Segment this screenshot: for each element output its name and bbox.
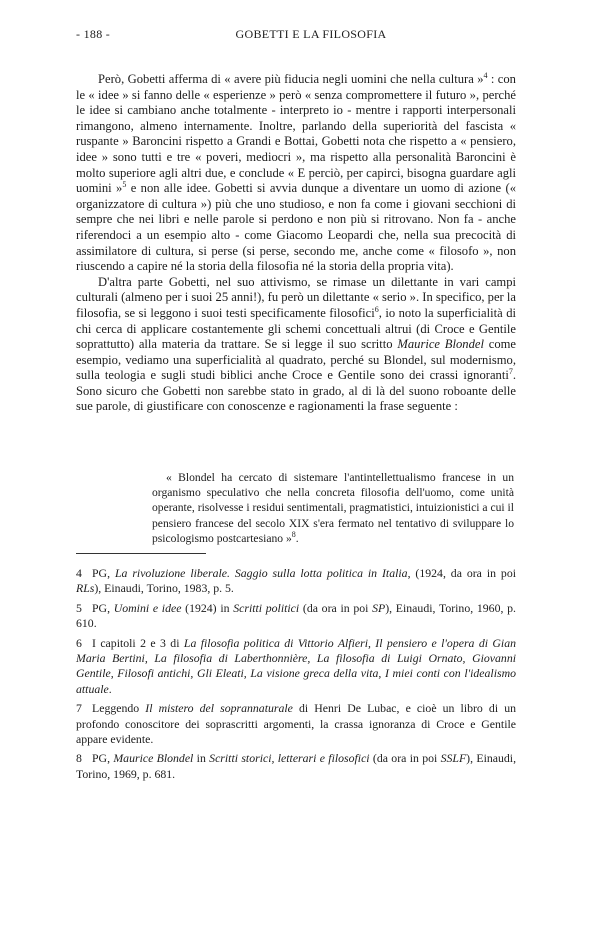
block-quote: « Blondel ha cercato di sistemare l'antintellettualismo francese in un organismo speculativo che nella concreta filosofia dell'uomo, come unità operante, risolvesse i residui sentimentali, pragmatistici, intuizionistici a cui il pensiero francese del secolo XIX s'era fermato nel tentativo di sviluppare lo psicologismo postcartesiano »$^8$. <box>152 471 514 545</box>
footnote-5: 5 PG, Uomini e idee (1924) in Scritti politici (da ora in poi SP), Einaudi, Torino, 1960, p. 610. <box>76 600 516 631</box>
footnote-ref-7[interactable]: 7 <box>508 367 513 377</box>
footnotes <box>76 566 516 786</box>
footnote-ref-4[interactable]: 4 <box>483 71 488 80</box>
footnote-ref-6[interactable]: 6 <box>374 304 379 314</box>
paragraph-2: D'altra parte Gobetti, nel suo attivismo, se rimase un dilettante in vari campi culturali (almeno per i suoi 25 anni!), fu però un dilettante « serio ». In specifico, per la filosofia, se si leggono i suoi testi specificamente filosofici$^6$, io noto la superficialità di chi cerca di applicare costantemente gli schemi concettuali altrui (di Croce e Gentile soprattutto) alla materia da trattare. Se si legge il suo scritto Maurice Blondel come esempio, vediamo una superficialità al quadrato, perché su Blondel, sul modernismo, sulla teologia e sugli studi biblici anche Croce e Gentile sono dei crassi ignoranti$^7$. Sono sicuro che Gobetti non sarebbe stato in grado, al di là del suono roboante delle sue parole, di giustificare con conoscenze e ragionamenti la frase seguente : <box>76 274 517 414</box>
footnote-8: 8 PG, Maurice Blondel in Scritti storici, letterari e filosofici (da ora in poi SSLF), Einaudi, Torino, 1969, p. 681. <box>76 751 517 781</box>
page-number: - 188 - <box>76 27 111 41</box>
footnote-ref-5[interactable]: 5 <box>122 180 127 190</box>
running-title: GOBETTI E LA FILOSOFIA <box>235 27 387 41</box>
footnote-divider <box>76 553 206 554</box>
footnote-6: 6 I capitoli 2 e 3 di La filosofia politica di Vittorio Alfieri, Il pensiero e l'opera di Gian Maria Bertini, La filosofia di Laberthonnière, La filosofia di Luigi Ornato, Giovanni Gentile, Filosofi antichi, Gli Eleati, La visione greca della vita, I miei conti con l'idealismo attuale. <box>76 635 516 696</box>
footnote-ref-8[interactable]: 8 <box>291 529 296 539</box>
footnote-4: 4 PG, La rivoluzione liberale. Saggio sulla lotta politica in Italia, (1924, da ora in poi RLs), Einaudi, Torino, 1983, p. 5. <box>76 566 516 596</box>
paragraph-1: Però, Gobetti afferma di « avere più fiducia negli uomini che nella cultura »$^4$ : con le « idee » si fanno delle « esperienze » però « senza compromettere il futuro », perché le idee si cambiano anche totalmente - interpreto io - mentre i rapporti interpersonali rimangono, almeno internamente. Inoltre, parlando della superiorità del fascista « ruspante » Baroncini rispetto a Grandi e Bottai, Gobetti nota che rispetto a « pensiero, idee » sono tutti e tre « poveri, mediocri », ma rispetto alla personalità Baroncini è molto superiore agli altri due, e conclude « E perciò, per capirci, bisogna guardare agli uomini »$^5$ e non alle idee. Gobetti si avvia dunque a diventare un uomo di azione (« organizzatore di cultura ») più che uno studioso, e non fa come i giovani secchioni di sempre che nei libri e nelle parole si perdono e non più si ritrovano. Non fa - anche riferendoci a un esempio alto - come Giacomo Leopardi che, nella sua precocità di assimilatore di cultura, si perse (si perse, secondo me, anche come « filosofo », non riuscendo a capire né la storia della filosofia né la storia della propria vita). <box>76 71 516 274</box>
footnote-7: 7 Leggendo Il mistero del soprannaturale di Henri De Lubac, e cioè un libro di un profondo conoscitore dei soprascritti argomenti, la crassa ignoranza di Croce e Gentile appare evidente. <box>76 701 516 747</box>
main-text <box>76 72 516 415</box>
